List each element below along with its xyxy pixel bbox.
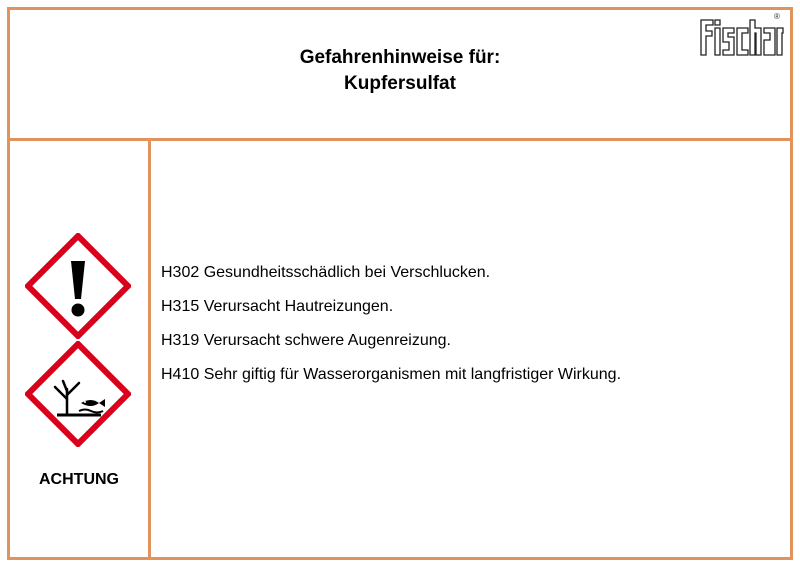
title-line-2: Kupfersulfat xyxy=(344,73,456,94)
hazard-statement: H302 Gesundheitsschädlich bei Verschlucken. xyxy=(161,264,491,281)
signal-word: ACHTUNG xyxy=(39,471,119,488)
title-line-1: Gefahrenhinweise für: xyxy=(299,47,501,68)
registered-mark: ® xyxy=(774,12,780,21)
hazard-statement: H315 Verursacht Hautreizungen. xyxy=(161,298,394,315)
page-title xyxy=(0,45,800,97)
exclamation-mark-icon xyxy=(25,233,131,339)
fischar-logo xyxy=(697,14,785,62)
hazard-statement: H319 Verursacht schwere Augenreizung. xyxy=(161,332,451,349)
hazard-statement: H410 Sehr giftig für Wasserorganismen mit langfristiger Wirkung. xyxy=(161,366,622,383)
hazard-statement-list xyxy=(161,256,621,392)
environment-hazard-icon xyxy=(25,341,131,447)
